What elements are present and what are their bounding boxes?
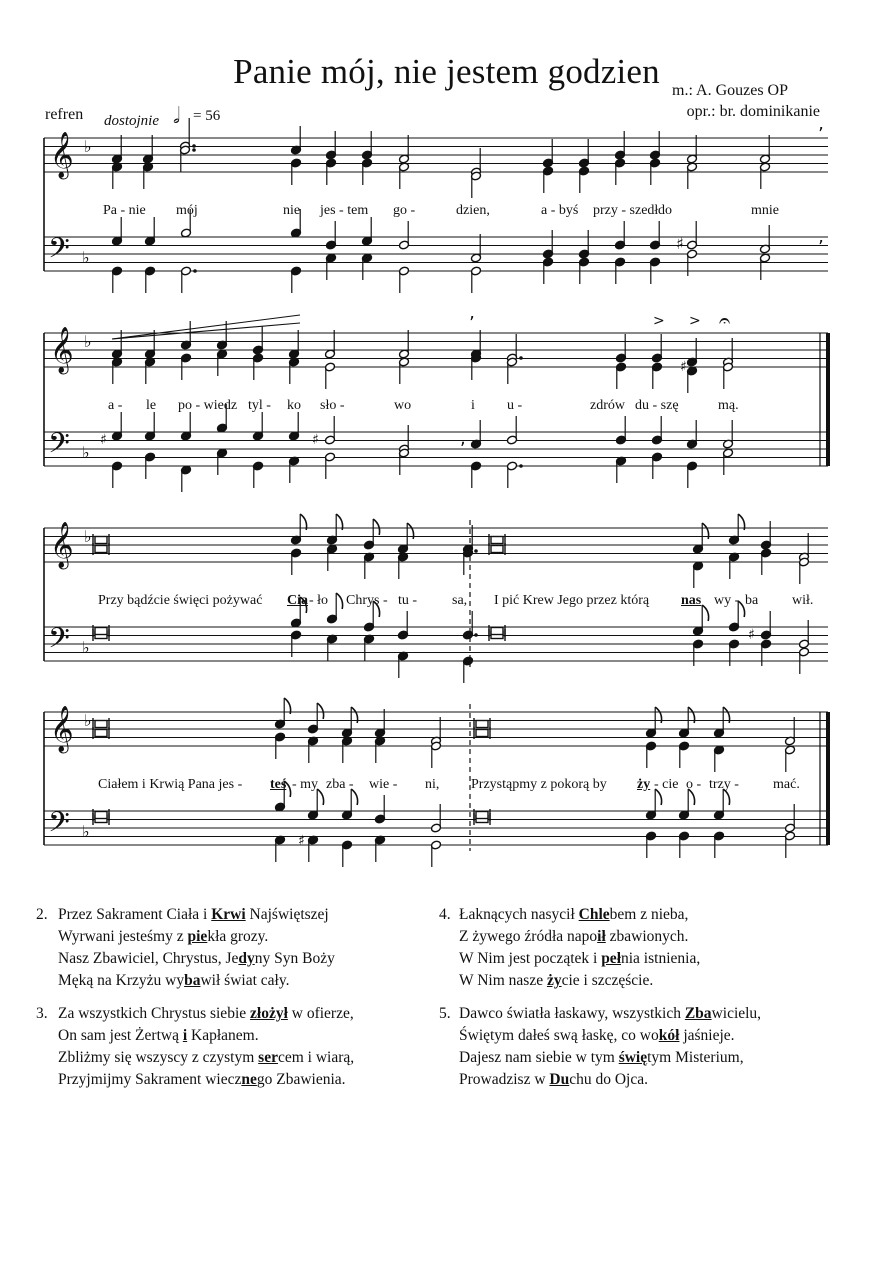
verse-number: 5.	[439, 1005, 451, 1022]
half-note-icon: 𝅗𝅥	[173, 103, 180, 128]
lyric-syllable: sło -	[320, 398, 345, 413]
breath-mark-icon: ’	[818, 124, 824, 145]
lyric-syllable: zdrów	[590, 398, 625, 413]
breve-note	[95, 537, 107, 544]
tempo-value: = 56	[193, 108, 221, 124]
bass-clef-icon: 𝄢	[48, 806, 70, 846]
treble-clef-icon: 𝄞	[50, 522, 74, 568]
sharp-icon: ♯	[676, 234, 684, 253]
fermata-icon: 𝄐	[719, 308, 731, 332]
lyric-syllable: nie	[283, 203, 301, 218]
verse-line: Nasz Zbawiciel, Chrystus, Jedyny Syn Boży	[58, 950, 335, 967]
bass-clef-icon: 𝄢	[48, 427, 70, 467]
lyric-syllable: Chrys -	[346, 593, 388, 608]
treble-clef-icon: 𝄞	[50, 132, 74, 178]
breve-note	[476, 721, 488, 728]
verse-number: 3.	[36, 1005, 48, 1022]
flat-key-icon: ♭	[82, 248, 90, 267]
lyric-syllable: mą.	[718, 398, 739, 413]
breve-note	[491, 628, 503, 635]
breve-note	[95, 721, 107, 728]
verse-line: Przez Sakrament Ciała i Krwi Najświętszej	[58, 906, 329, 923]
bass-clef-icon: 𝄢	[48, 622, 70, 662]
lyric-syllable: mać.	[773, 777, 800, 792]
verse-line: Dawco światła łaskawy, wszystkich Zbawicielu,	[459, 1005, 762, 1022]
verse-line: Świętym dałeś swą łaskę, co wokół jaśnieje.	[459, 1027, 735, 1044]
page-title: Panie mój, nie jestem godzien	[233, 52, 660, 91]
flat-key-icon: ♭	[82, 822, 90, 841]
lyric-syllable: po - wiedz	[178, 398, 238, 413]
note-flag	[317, 789, 323, 805]
augmentation-dot	[192, 148, 196, 152]
lyric-syllable: mój	[176, 203, 198, 218]
breve-note	[476, 812, 488, 819]
bass-clef-icon: 𝄢	[48, 232, 70, 272]
flat-key-icon: ♭	[84, 137, 92, 156]
section-label: refren	[45, 106, 84, 123]
lyric-syllable: przy - szedł	[593, 203, 659, 218]
note-flag	[336, 593, 342, 609]
lyric-syllable: - cie	[654, 777, 679, 792]
lyric-syllable: I pić Krew Jego przez którą	[494, 593, 650, 608]
note-flag	[373, 519, 379, 535]
flat-key-icon: ♭	[82, 638, 90, 657]
breve-note	[95, 812, 107, 819]
verse-line: On sam jest Żertwą i Kapłanem.	[58, 1027, 259, 1044]
sharp-icon: ♯	[680, 359, 687, 375]
lyric-syllable: o -	[686, 777, 702, 792]
crescendo-hairpin	[112, 323, 300, 339]
verse-line: Prowadzisz w Duchu do Ojca.	[459, 1071, 648, 1088]
verse-number: 4.	[439, 906, 451, 923]
arranger-credit: opr.: br. dominikanie	[686, 103, 820, 120]
note-flag	[317, 703, 323, 719]
lyric-syllable: tu -	[398, 593, 418, 608]
lyric-syllable: u -	[507, 398, 523, 413]
flat-key-icon: ♭	[84, 332, 92, 351]
verse-line: Wyrwani jesteśmy z piekła grozy.	[58, 928, 269, 945]
breve-note	[95, 546, 107, 553]
flat-key-icon: ♭	[82, 443, 90, 462]
verse-line: Męką na Krzyżu wybawił świat cały.	[58, 972, 290, 989]
lyric-syllable: ko	[287, 398, 301, 413]
sharp-icon: ♯	[748, 627, 755, 643]
breve-note	[95, 730, 107, 737]
crescendo-hairpin	[112, 315, 300, 339]
flat-key-icon: ♭	[84, 527, 92, 546]
verse-line: W Nim jest początek i pełnia istnienia,	[459, 950, 701, 967]
augmentation-dot	[192, 144, 196, 148]
lyric-syllable-stressed: ży	[637, 777, 651, 792]
treble-clef-icon: 𝄞	[50, 706, 74, 752]
breath-mark-icon: ’	[818, 237, 824, 258]
breve-note	[95, 628, 107, 635]
lyric-syllable: Przy bądźcie święci pożywać	[98, 593, 263, 608]
verse-line: W Nim nasze życie i szczęście.	[459, 972, 654, 989]
breath-mark-icon: ’	[469, 313, 475, 334]
lyric-syllable: Pa - nie	[103, 203, 146, 218]
accent-icon: >	[689, 313, 701, 329]
lyric-syllable: Przystąpmy z pokorą by	[471, 777, 607, 792]
lyric-syllable: Ciałem i Krwią Pana jes -	[98, 777, 243, 792]
lyric-syllable: - ło	[309, 593, 329, 608]
lyric-syllable: wo	[394, 398, 412, 413]
lyric-syllable: do	[658, 203, 672, 218]
sharp-icon: ♯	[312, 432, 319, 448]
lyric-syllable: ba	[745, 593, 759, 608]
verse-line: Z żywego źródła napoił zbawionych.	[459, 928, 689, 945]
lyric-syllable: le	[146, 398, 157, 413]
lyric-syllable: tyl -	[248, 398, 271, 413]
treble-clef-icon: 𝄞	[50, 327, 74, 373]
lyric-syllable-stressed: nas	[681, 593, 702, 608]
lyric-syllable: trzy -	[709, 777, 739, 792]
verse-line: Łaknących nasycił Chlebem z nieba,	[459, 906, 689, 923]
augmentation-dot	[519, 464, 523, 468]
lyric-syllable: i	[471, 398, 475, 413]
lyric-syllable-stressed: Cia	[287, 593, 308, 608]
lyric-syllable: a - byś	[541, 203, 579, 218]
lyric-syllable: wił.	[792, 593, 814, 608]
accent-icon: >	[653, 313, 665, 329]
sharp-icon: ♯	[298, 833, 305, 849]
breve-note	[491, 546, 503, 553]
breve-note	[476, 730, 488, 737]
lyric-syllable: dzien,	[456, 203, 490, 218]
verse-line: Za wszystkich Chrystus siebie złożył w ofierze,	[58, 1005, 354, 1022]
verse-line: Przyjmijmy Sakrament wiecznego Zbawienia.	[58, 1071, 346, 1088]
augmentation-dot	[474, 633, 478, 637]
lyric-syllable: sa,	[452, 593, 468, 608]
augmentation-dot	[193, 269, 197, 273]
verse-line: Dajesz nam siebie w tym świętym Misterium,	[459, 1049, 744, 1066]
tempo-marking: dostojnie	[104, 113, 159, 129]
breath-mark-icon: ,	[460, 428, 466, 449]
lyric-syllable: ni,	[425, 777, 440, 792]
verse-number: 2.	[36, 906, 48, 923]
composer-credit: m.: A. Gouzes OP	[672, 82, 788, 99]
lyric-syllable: du - szę	[635, 398, 679, 413]
lyric-syllable: go -	[393, 203, 416, 218]
lyric-syllable: mnie	[751, 203, 779, 218]
lyric-syllable: wy -	[714, 593, 740, 608]
sharp-icon: ♯	[100, 432, 107, 448]
lyric-syllable-stressed: teś	[270, 777, 287, 792]
lyric-syllable: wie -	[369, 777, 398, 792]
lyric-syllable: - my	[292, 777, 319, 792]
verse-line: Zbliżmy się wszyscy z czystym sercem i wiarą,	[58, 1049, 355, 1066]
lyric-syllable: zba -	[326, 777, 354, 792]
augmentation-dot	[519, 356, 523, 360]
lyric-syllable: jes - tem	[320, 203, 369, 218]
lyric-syllable: a -	[108, 398, 123, 413]
breve-note	[491, 537, 503, 544]
augmentation-dot	[474, 549, 478, 553]
note-flag	[702, 605, 708, 621]
flat-key-icon: ♭	[84, 711, 92, 730]
